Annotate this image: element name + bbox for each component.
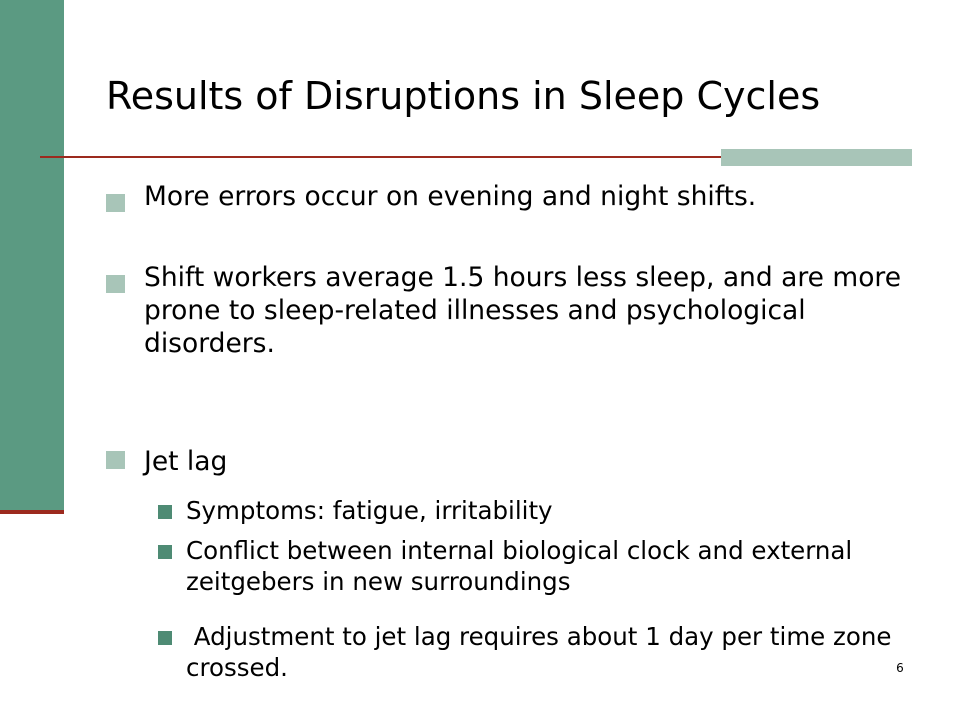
side-bar-rule xyxy=(0,510,64,514)
bullet-square-icon xyxy=(106,194,125,212)
title-accent-bar xyxy=(721,149,912,166)
bullet-item: More errors occur on evening and night shifts. xyxy=(144,181,757,212)
sub-bullet-square-icon xyxy=(158,545,172,559)
sub-bullet-square-icon xyxy=(158,631,172,645)
bullet-item: Jet lag xyxy=(144,446,228,477)
side-color-bar xyxy=(0,0,64,512)
slide-title: Results of Disruptions in Sleep Cycles xyxy=(106,74,821,118)
bullet-square-icon xyxy=(106,451,125,469)
sub-bullet-square-icon xyxy=(158,505,172,519)
bullet-item: Shift workers average 1.5 hours less sleep, and are more prone to sleep-related illnesses and psychological disorders. xyxy=(144,262,902,359)
sub-bullet-item: Adjustment to jet lag requires about 1 day per time zone crossed. xyxy=(186,622,900,682)
sub-bullet-item: Conflict between internal biological clock and external zeitgebers in new surroundings xyxy=(186,536,853,596)
page-number: 6 xyxy=(896,661,904,675)
sub-bullet-item: Symptoms: fatigue, irritability xyxy=(186,496,553,525)
bullet-square-icon xyxy=(106,275,125,293)
